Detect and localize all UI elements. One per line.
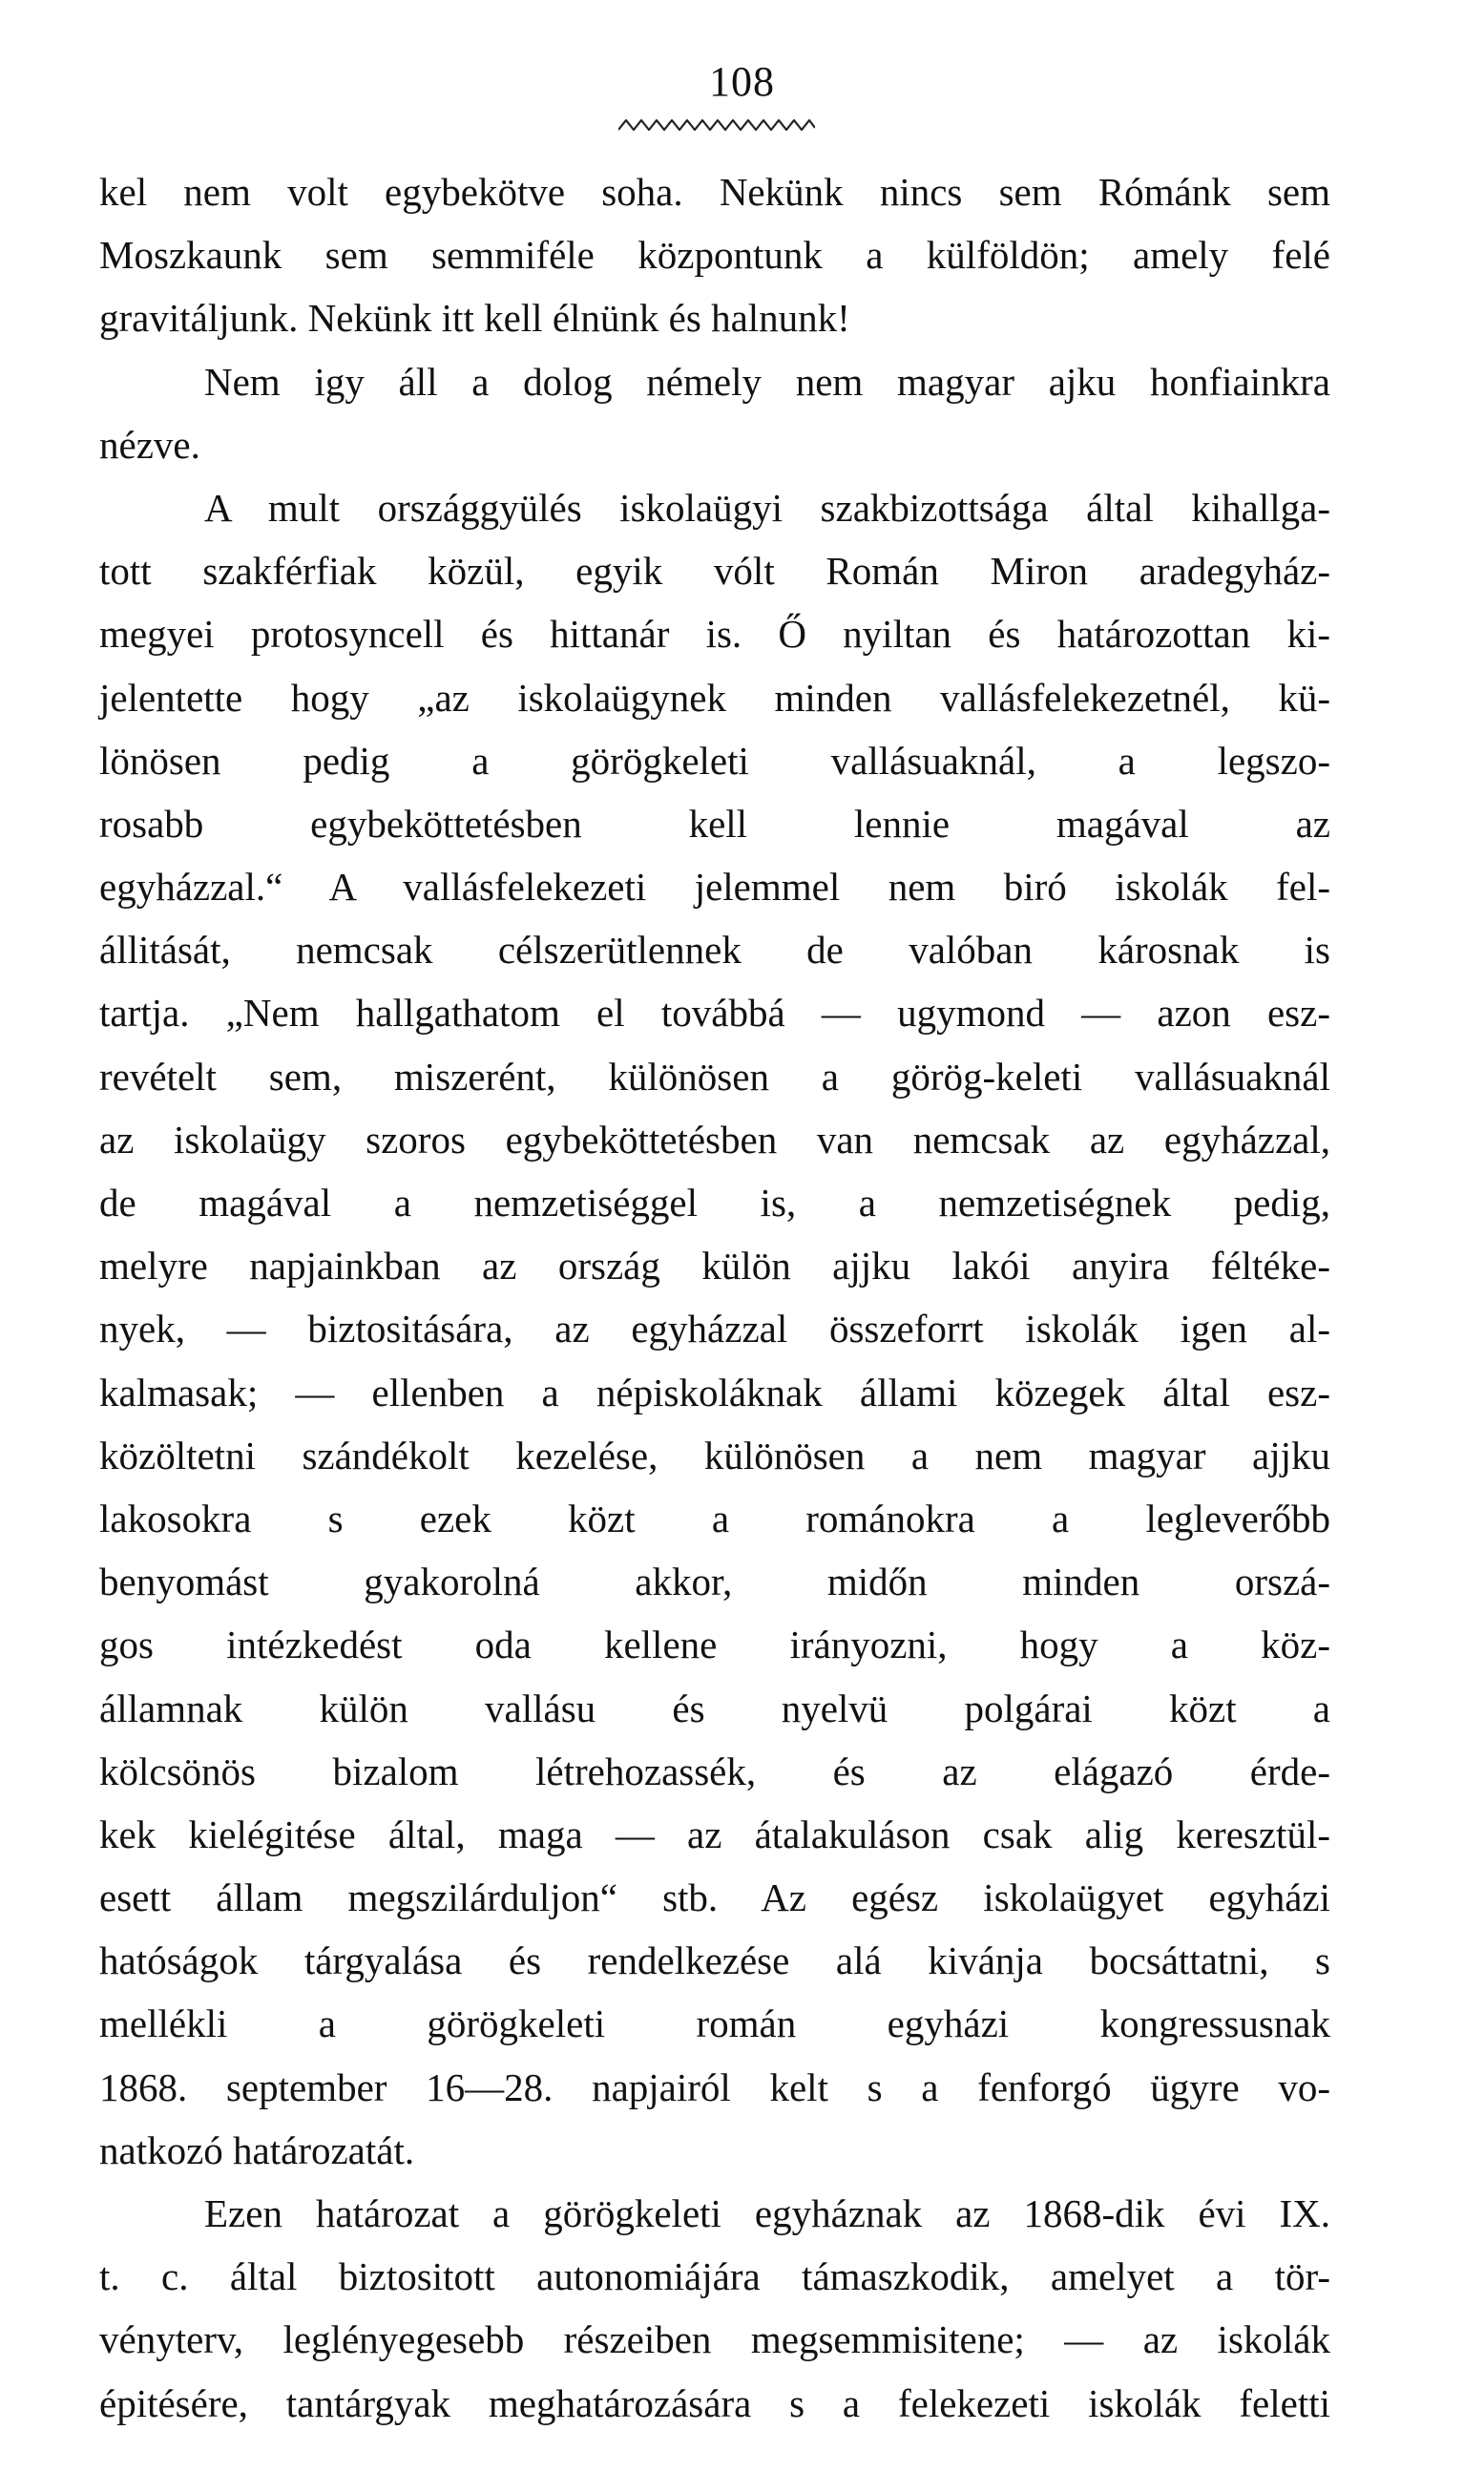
text-line: lönösen pedig a görögkeleti vallásuaknál, a legszo-	[99, 738, 1330, 783]
text-line: nézve.	[99, 422, 200, 467]
text-line: kel nem volt egybekötve soha. Nekünk nincs sem Rómánk sem	[99, 170, 1330, 214]
text-line: A mult országgyülés iskolaügyi szakbizottsága által kihallga-	[204, 485, 1330, 530]
text-line: kölcsönös bizalom létrehozassék, és az elágazó érde-	[99, 1749, 1330, 1793]
text-line: de magával a nemzetiséggel is, a nemzetiségnek pedig,	[99, 1181, 1330, 1225]
text-line: Moszkaunk sem semmiféle központunk a külföldön; amely felé	[99, 233, 1330, 278]
text-line: államnak külön vallásu és nyelvü polgárai közt a	[99, 1686, 1330, 1730]
text-line: épitésére, tantárgyak meghatározására s a felekezeti iskolák feletti	[99, 2380, 1330, 2425]
text-line: 1868. september 16—28. napjairól kelt s a fenforgó ügyre vo-	[99, 2064, 1330, 2109]
text-line: állitását, nemcsak célszerütlennek de valóban károsnak is	[99, 928, 1330, 973]
text-line: hatóságok tárgyalása és rendelkezése alá kivánja bocsáttatni, s	[99, 1938, 1330, 1983]
text-line: tartja. „Nem hallgathatom el továbbá — ugymond — azon esz-	[99, 991, 1330, 1036]
text-line: vényterv, leglényegesebb részeiben megsemmisitene; — az iskolák	[99, 2317, 1330, 2362]
text-line: t. c. által biztositott autonomiájára támaszkodik, amelyet a tör-	[99, 2254, 1330, 2299]
text-line: jelentette hogy „az iskolaügynek minden vallásfelekezetnél, kü-	[99, 675, 1330, 720]
text-line: kek kielégitése által, maga — az átalakuláson csak alig keresztül-	[99, 1812, 1330, 1856]
text-line: tott szakférfiak közül, egyik vólt Román Miron aradegyház-	[99, 549, 1330, 594]
text-line: benyomást gyakorolná akkor, midőn minden orszá-	[99, 1560, 1330, 1604]
body-text	[99, 160, 1330, 2435]
text-line: Ezen határozat a görögkeleti egyháznak az 1868-dik évi IX.	[204, 2191, 1330, 2235]
text-line: gos intézkedést oda kellene irányozni, hogy a köz-	[99, 1623, 1330, 1667]
text-line: rosabb egybeköttetésben kell lennie magával az	[99, 801, 1330, 846]
text-line: kalmasak; — ellenben a népiskoláknak állami közegek által esz-	[99, 1370, 1330, 1414]
text-line: nyek, — biztositására, az egyházzal összeforrt iskolák igen al-	[99, 1307, 1330, 1351]
text-line: esett állam megszilárduljon“ stb. Az egész iskolaügyet egyházi	[99, 1875, 1330, 1920]
text-line: Nem igy áll a dolog némely nem magyar ajku honfiainkra	[204, 359, 1330, 404]
page-number-ornament	[618, 115, 815, 136]
text-line: mellékli a görögkeleti román egyházi kongressusnak	[99, 2001, 1330, 2046]
text-line: revételt sem, miszerént, különösen a görög-keleti vallásuaknál	[99, 1054, 1330, 1099]
text-line: melyre napjainkban az ország külön ajjku lakói anyira féltéke-	[99, 1244, 1330, 1288]
text-line: az iskolaügy szoros egybeköttetésben van nemcsak az egyházzal,	[99, 1117, 1330, 1162]
text-line: lakosokra s ezek közt a románokra a legleverőbb	[99, 1496, 1330, 1540]
text-line: megyei protosyncell és hittanár is. Ő nyiltan és határozottan ki-	[99, 612, 1330, 657]
text-line: közöltetni szándékolt kezelése, különösen a nem magyar ajjku	[99, 1433, 1330, 1477]
text-line: egyházzal.“ A vallásfelekezeti jelemmel nem biró iskolák fel-	[99, 865, 1330, 910]
page-number: 108	[709, 58, 775, 105]
text-line: gravitáljunk. Nekünk itt kell élnünk és halnunk!	[99, 296, 850, 341]
text-line: natkozó határozatát.	[99, 2127, 415, 2172]
